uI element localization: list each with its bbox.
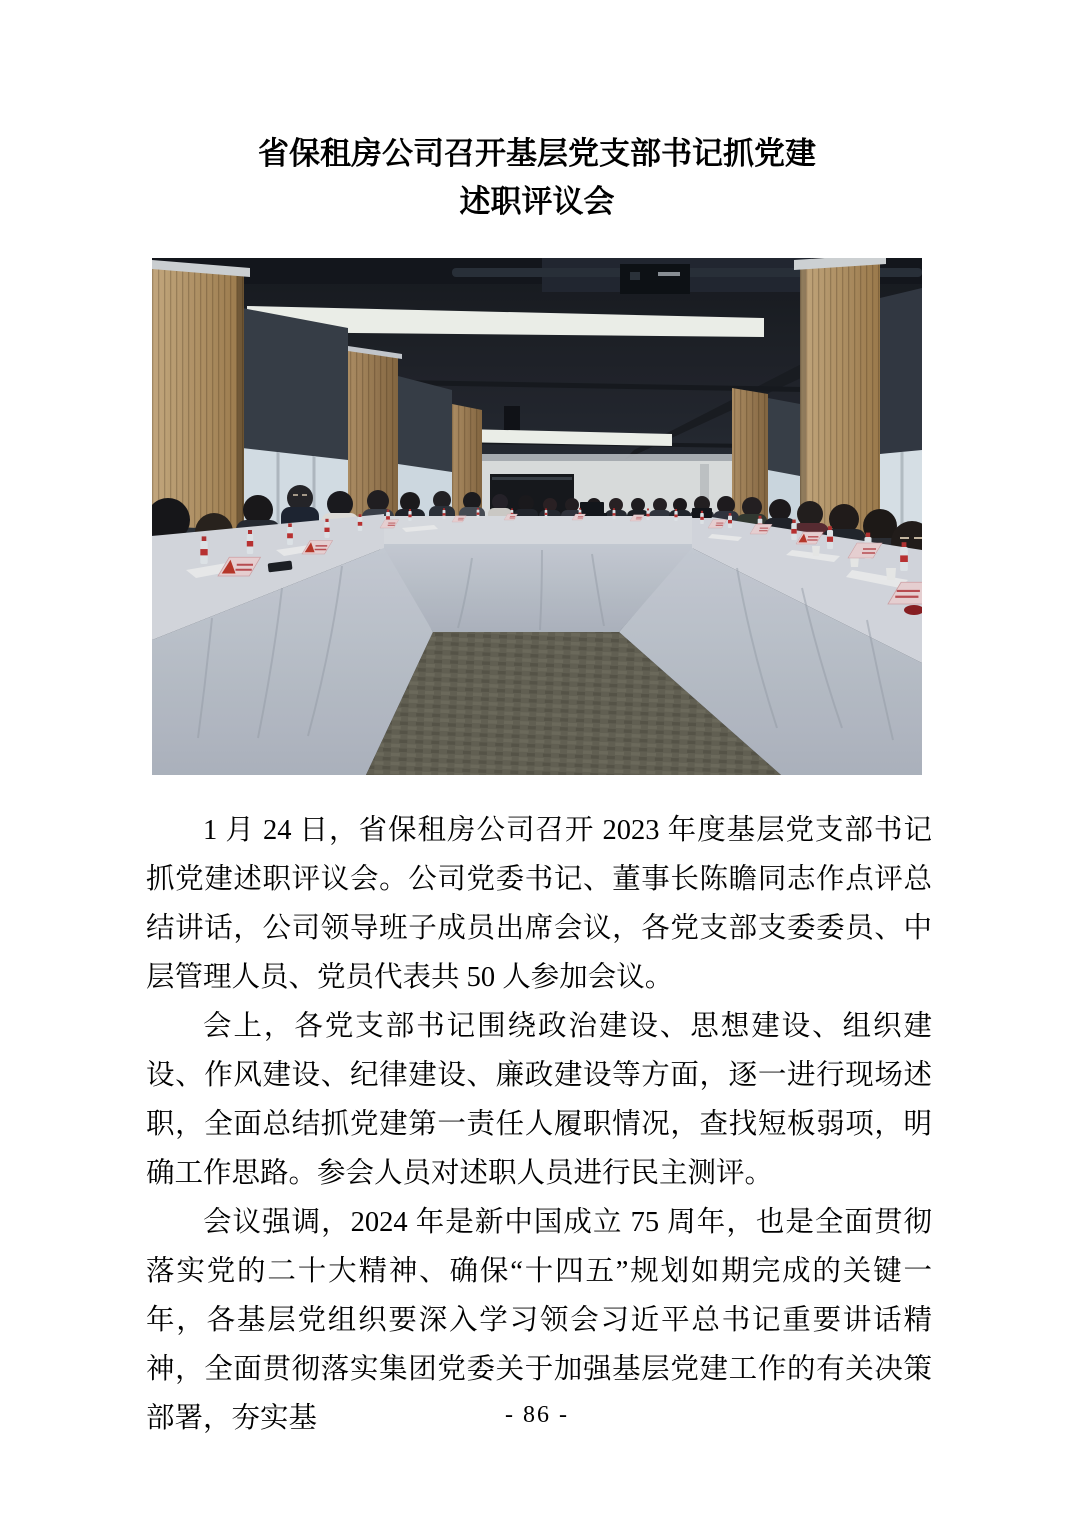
- title-line-2: 述职评议会: [459, 184, 615, 219]
- paragraph-3: 会议强调，2024 年是新中国成立 75 周年，也是全面贯彻落实党的二十大精神、确保“十四五”规划如期完成的关键一年，各基层党组织要深入学习领会习近平总书记重要讲话精神，全面贯彻落实集团党委关于加强基层党建工作的有关决策部署，夯实基: [146, 1207, 932, 1434]
- article-body: [146, 806, 932, 1443]
- title-line-1: 省保租房公司召开基层党支部书记抓党建: [258, 136, 816, 171]
- meeting-photo-illustration: [152, 258, 922, 775]
- paragraph-2: 会上，各党支部书记围绕政治建设、思想建设、组织建设、作风建设、纪律建设、廉政建设等方面，逐一进行现场述职，全面总结抓党建第一责任人履职情况，查找短板弱项，明确工作思路。参会人员对述职人员进行民主测评。: [146, 1011, 932, 1189]
- paragraph-1: 1 月 24 日，省保租房公司召开 2023 年度基层党支部书记抓党建述职评议会。公司党委书记、董事长陈瞻同志作点评总结讲话，公司领导班子成员出席会议，各党支部支委委员、中层管理人员、党员代表共 50 人参加会议。: [146, 815, 932, 993]
- page-title: [0, 130, 1074, 226]
- page-number: - 86 -: [505, 1402, 569, 1428]
- meeting-photo: [152, 258, 922, 775]
